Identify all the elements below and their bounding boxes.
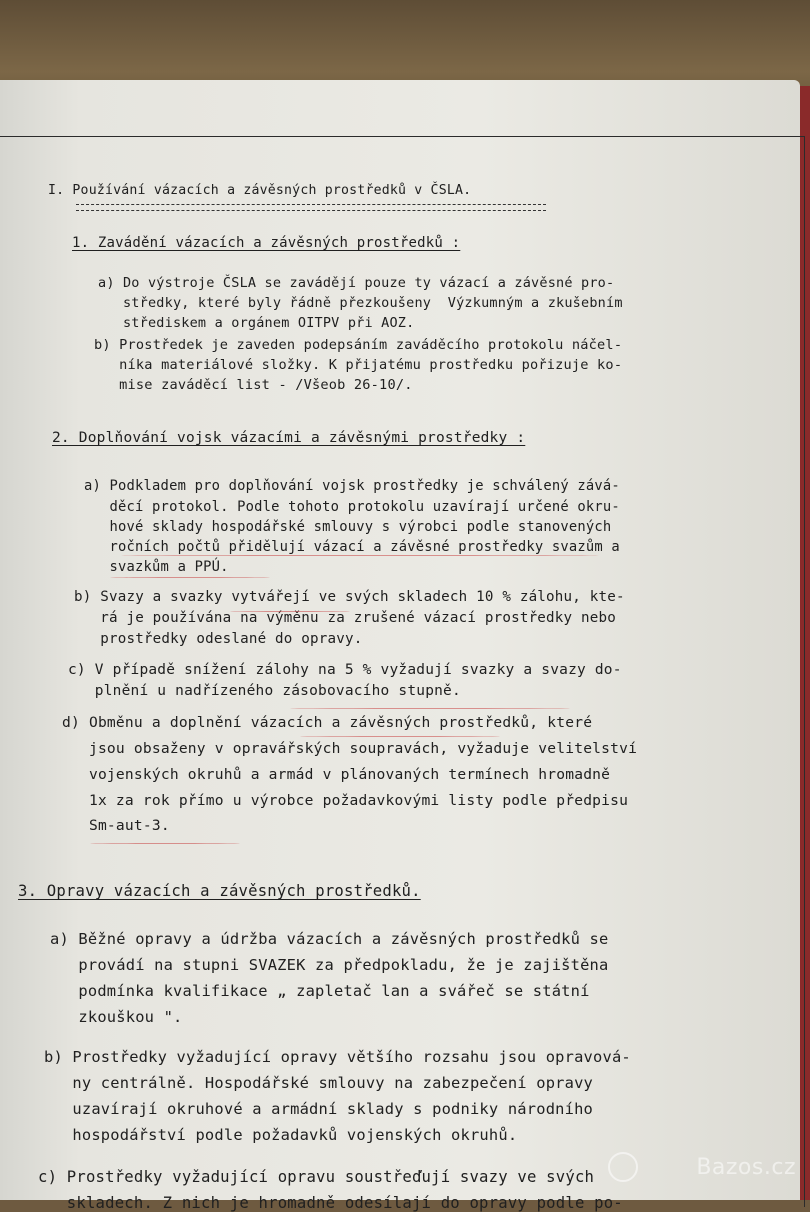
pencil-mark <box>90 843 240 844</box>
subheading-1: 1. Zavádění vázacích a závěsných prostředků : <box>72 235 461 251</box>
pencil-mark <box>120 555 600 556</box>
section-heading: I. Používání vázacích a závěsných prostředků v ČSLA. <box>48 183 472 198</box>
paragraph-line: 1x za rok přímo u výrobce požadavkovými listy podle předpisu <box>62 792 629 809</box>
paragraph-line: hové sklady hospodářské smlouvy s výrobci podle stanovených <box>84 519 612 535</box>
paragraph-line: b) Svazy a svazky vytvářejí ve svých skladech 10 % zálohu, kte- <box>74 589 625 605</box>
subheading-2: 2. Doplňování vojsk vázacími a závěsnými prostředky : <box>52 430 526 446</box>
paragraph-line: rá je používána na výměnu za zrušené vázací prostředky nebo <box>74 610 616 626</box>
paragraph-line: vojenských okruhů a armád v plánovaných termínech hromadně <box>62 766 611 783</box>
pencil-mark <box>300 736 500 737</box>
paragraph-line: mise zaváděcí list - /Všeob 26-10/. <box>94 377 413 393</box>
camera-icon <box>608 1152 638 1182</box>
paragraph-line: podmínka kvalifikace „ zapletač lan a svářeč se státní <box>50 982 590 1000</box>
paragraph-line: středky, které byly řádně přezkoušeny Výzkumným a zkušebním <box>98 295 623 311</box>
paragraph-line: ročních počtů přidělují vázací a závěsné prostředky svazům a <box>84 539 620 555</box>
paragraph-line: níka materiálové složky. K přijatému prostředku pořizuje ko- <box>94 357 623 373</box>
paragraph-line: ny centrálně. Hospodářské smlouvy na zabezpečení opravy <box>44 1074 594 1092</box>
pencil-mark <box>230 611 350 612</box>
paragraph-line: svazkům a PPÚ. <box>84 559 229 575</box>
paragraph-line: provádí na stupni SVAZEK za předpokladu, že je zajištěna <box>50 956 609 974</box>
paragraph-line: a) Podkladem pro doplňování vojsk prostředky je schválený zává- <box>84 478 620 494</box>
paragraph-line: c) V případě snížení zálohy na 5 % vyžadují svazky a svazy do- <box>68 662 622 678</box>
pencil-mark <box>290 708 570 709</box>
paragraph-line: plnění u nadřízeného zásobovacího stupně. <box>68 683 461 699</box>
paragraph-line: zkouškou ". <box>50 1008 183 1026</box>
paragraph-line: prostředky odeslané do opravy. <box>74 631 363 647</box>
pencil-mark <box>110 577 270 578</box>
heading-double-underline <box>76 204 546 211</box>
paragraph-line: a) Do výstroje ČSLA se zavádějí pouze ty vázací a závěsné pro- <box>98 275 615 291</box>
paragraph-line: b) Prostředek je zaveden podepsáním zaváděcího protokolu náčel- <box>94 337 623 353</box>
paragraph-line: c) Prostředky vyžadující opravu soustřeďují svazy ve svých <box>38 1168 595 1186</box>
subheading-3: 3. Opravy vázacích a závěsných prostředků. <box>18 882 421 900</box>
paragraph-line: b) Prostředky vyžadující opravy většího rozsahu jsou opravová- <box>44 1048 631 1066</box>
paragraph-line: hospodářství podle požadavků vojenských okruhů. <box>44 1126 518 1144</box>
paragraph-line: a) Běžné opravy a údržba vázacích a závěsných prostředků se <box>50 930 609 948</box>
paragraph-line: d) Obměnu a doplnění vázacích a závěsných prostředků, které <box>62 714 593 731</box>
paragraph-line: děcí protokol. Podle tohoto protokolu uzavírají určené okru- <box>84 499 620 515</box>
paragraph-line: skladech. Z nich je hromadně odesílají do opravy podle po- <box>38 1194 623 1212</box>
watermark-text: Bazos.cz <box>696 1155 796 1180</box>
paragraph-line: jsou obsaženy v opravářských soupravách, vyžaduje velitelství <box>62 740 638 757</box>
paragraph-line: střediskem a orgánem OITPV při AOZ. <box>98 315 415 331</box>
paragraph-line: Sm-aut-3. <box>62 817 170 834</box>
paragraph-line: uzavírají okruhové a armádní sklady s podniky národního <box>44 1100 594 1118</box>
